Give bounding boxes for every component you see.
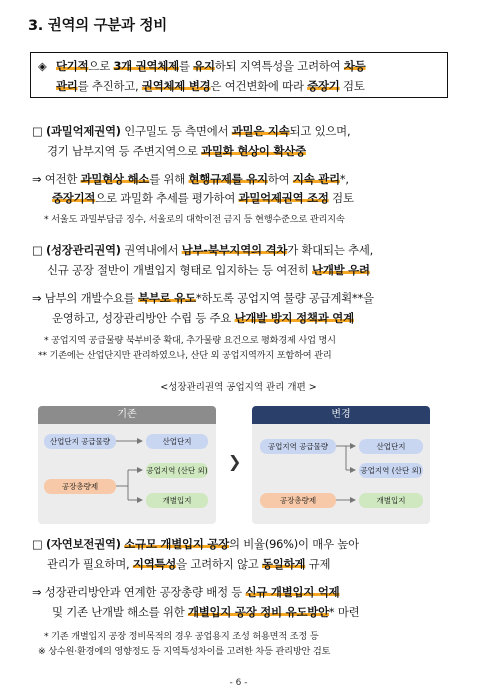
text-run: 를 위해 bbox=[149, 172, 189, 186]
text-run: 를 추진하고, bbox=[77, 79, 142, 93]
emphasis-text: 과밀억제권역 조정 bbox=[238, 191, 329, 205]
emphasis-text: 신규 개별입지 억제 bbox=[245, 585, 340, 599]
text-run: 검토 bbox=[339, 79, 365, 93]
before-out-zone: 공업지역 (산단 외) bbox=[146, 463, 208, 478]
text-run: 은 여건변화에 따라 bbox=[210, 79, 308, 93]
text-run: 관리가 필요하며, bbox=[47, 557, 133, 571]
nature-line-4 bbox=[52, 605, 359, 619]
after-out-individual: 개별입지 bbox=[359, 493, 423, 508]
nature-line-1 bbox=[32, 537, 359, 551]
text-run: * 마련 bbox=[328, 605, 360, 619]
text-run: 규제 bbox=[305, 557, 331, 571]
after-out-zone: 공업지역 (산단 외) bbox=[359, 463, 423, 478]
emphasis-text: 단기적 bbox=[56, 59, 89, 73]
text-run: 검토 bbox=[328, 191, 354, 205]
transition-arrow-icon: ❯ bbox=[228, 452, 242, 471]
bold-label: (성장관리권역) bbox=[45, 243, 121, 257]
nature-line-3 bbox=[32, 585, 340, 599]
text-run: ⇒ 성장관리방안과 연계한 공장총량 배정 등 bbox=[32, 585, 246, 599]
text-run: 의 비율(96%)이 매우 높아 bbox=[229, 537, 359, 551]
diagram-caption: <성장관리권역 공업지역 관리 개편 > bbox=[160, 382, 317, 393]
text-run: 신규 공장 절반이 개별입지 형태로 입지하는 등 여전히 bbox=[47, 263, 313, 277]
bold-label: (과밀억제권역) bbox=[45, 124, 121, 138]
text-run: 가 확대되는 추세, bbox=[287, 243, 374, 257]
before-out-individual: 개별입지 bbox=[146, 493, 208, 508]
growth-note-2: ** 기존에는 산업단지만 관리하였으나, 산단 외 공업지역까지 포함하여 관리 bbox=[38, 350, 332, 361]
nature-line-2 bbox=[47, 557, 330, 571]
after-header: 변경 bbox=[252, 406, 430, 424]
emphasis-text: 중장기적 bbox=[52, 191, 96, 205]
after-out-industrial: 산업단지 bbox=[359, 439, 423, 454]
nature-note-1: * 기존 개별입지 공장 정비목적의 경우 공업용지 조성 허용면적 조정 등 bbox=[44, 631, 319, 642]
before-header: 기존 bbox=[38, 406, 216, 424]
summary-marker: ◈ bbox=[38, 59, 47, 73]
emphasis-text: 3개 권역체제 bbox=[113, 59, 179, 73]
text-run: *, bbox=[339, 172, 349, 186]
text-run: □ bbox=[32, 124, 46, 138]
text-run: 및 기존 난개발 해소를 위한 bbox=[52, 605, 188, 619]
text-run: □ bbox=[32, 243, 46, 257]
emphasis-text: 유지 bbox=[193, 59, 215, 73]
emphasis-text: 지역특성 bbox=[132, 557, 177, 571]
emphasis-text: 남부-북부지역의 격차 bbox=[181, 243, 288, 257]
after-supply-pill: 공업지역 공급물량 bbox=[260, 439, 336, 454]
text-run: 권역내에서 bbox=[120, 243, 182, 257]
text-run: 경기 남부지역 등 주변지역으로 bbox=[47, 144, 202, 158]
text-run: 하여 bbox=[267, 172, 293, 186]
overcrowd-note: * 서울도 과밀부담금 징수, 서울로의 대학이전 금지 등 현행수준으로 관리지속 bbox=[44, 214, 345, 225]
text-run: *하도록 공업지역 물량 공급계획**을 bbox=[195, 291, 374, 305]
nature-note-2: ※ 상수원·환경에의 영향정도 등 지역특성차이를 고려한 차등 관리방안 검토 bbox=[38, 646, 331, 657]
growth-note-1: * 공업지역 공급물량 북부비중 확대, 추가물량 요건으로 평화경제 사업 명시 bbox=[44, 335, 336, 346]
emphasis-text: 지속 관리 bbox=[292, 172, 340, 186]
emphasis-text: 관리 bbox=[56, 79, 78, 93]
text-run: 으로 과밀화 추세를 평가하여 bbox=[95, 191, 239, 205]
emphasis-text: 동일하게 bbox=[262, 557, 306, 571]
emphasis-text: 북부로 유도 bbox=[138, 291, 196, 305]
before-out-industrial: 산업단지 bbox=[146, 434, 208, 449]
emphasis-text: 권역체제 변경 bbox=[141, 79, 211, 93]
text-run: 하되 지역특성을 고려하여 bbox=[214, 59, 344, 73]
emphasis-text: 과밀화 현상이 확산중 bbox=[201, 144, 306, 158]
emphasis-text: 차등 bbox=[343, 59, 366, 73]
emphasis-text: 현행규제를 유지 bbox=[188, 172, 268, 186]
before-supply-pill: 산업단지 공급물량 bbox=[44, 434, 116, 449]
section-title: 3. 권역의 구분과 정비 bbox=[28, 18, 167, 34]
text-run: ⇒ 여전한 bbox=[32, 172, 81, 186]
text-run: 인구밀도 등 측면에서 bbox=[120, 124, 232, 138]
emphasis-text: 난개발 우려 bbox=[312, 263, 370, 277]
emphasis-text: 난개발 방지 정책과 연계 bbox=[234, 311, 354, 325]
emphasis-text: 과밀은 지속 bbox=[231, 124, 290, 138]
emphasis-text: 중장기 bbox=[307, 79, 340, 93]
text-run: 를 bbox=[178, 59, 194, 73]
emphasis-text: 과밀현상 해소 bbox=[80, 172, 150, 186]
text-run: ⇒ 남부의 개발수요를 bbox=[32, 291, 139, 305]
bold-label: (자연보전권역) bbox=[45, 537, 121, 551]
page-number: - 6 - bbox=[229, 678, 248, 688]
emphasis-text: 개별입지 공장 정비 유도방안 bbox=[187, 605, 329, 619]
before-total-pill: 공장총량제 bbox=[44, 479, 116, 494]
text-run: 을 고려하지 않고 bbox=[176, 557, 262, 571]
after-total-pill: 공장총량제 bbox=[260, 493, 336, 508]
emphasis-text: 소규모 개별입지 공장 bbox=[124, 537, 230, 551]
text-run: □ bbox=[32, 537, 46, 551]
text-run: 으로 bbox=[88, 59, 114, 73]
text-run: 되고 있으며, bbox=[289, 124, 351, 138]
text-run: 운영하고, 성장관리방안 수립 등 주요 bbox=[52, 311, 235, 325]
